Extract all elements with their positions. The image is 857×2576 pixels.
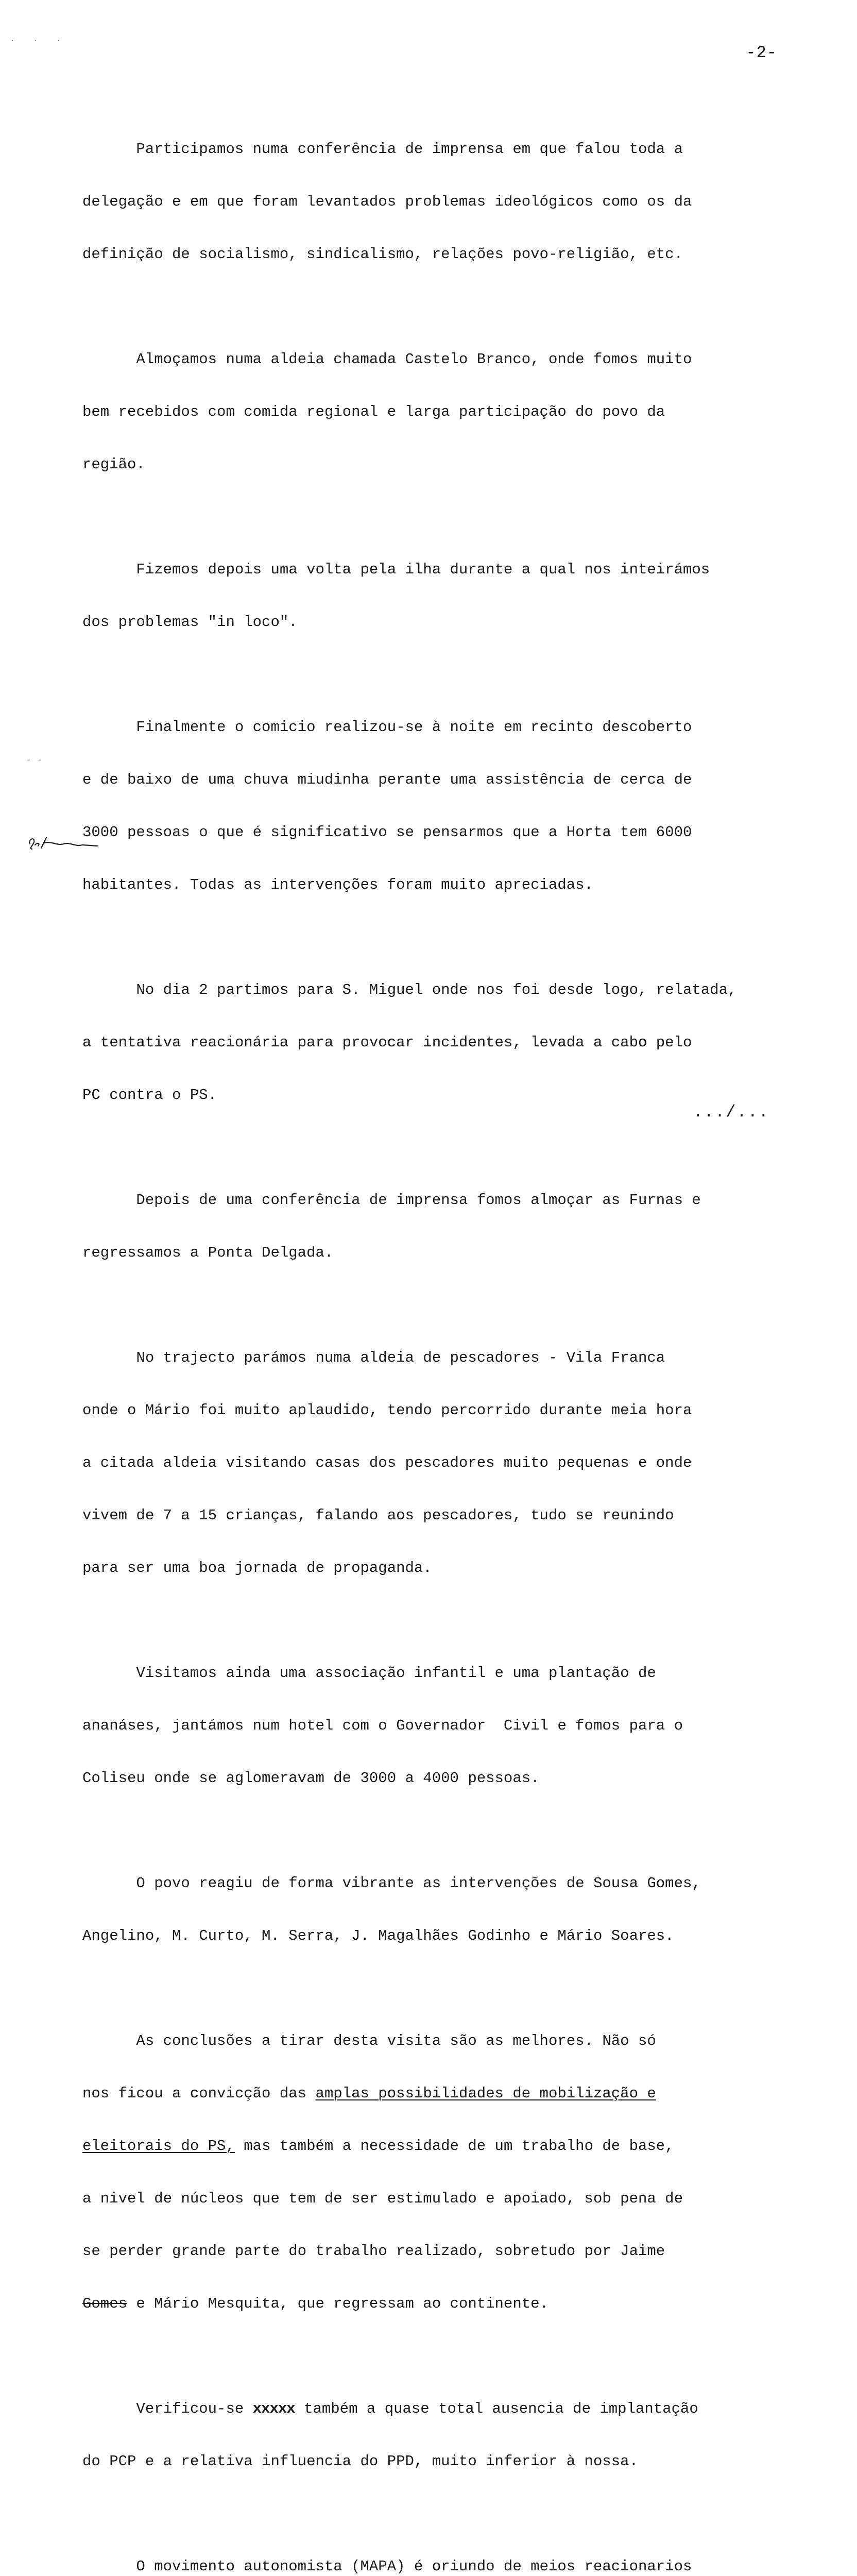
- text-line: O movimento autonomista (MAPA) é oriundo de meios reacionarios: [82, 2558, 692, 2575]
- text-line: definição de socialismo, sindicalismo, relações povo-religião, etc.: [82, 246, 683, 263]
- paragraph-movimento: [82, 2523, 845, 2576]
- text-line: regressamos a Ponta Delgada.: [82, 1244, 334, 1261]
- text-fragment: nos ficou a convicção das: [82, 2085, 316, 2102]
- text-line: Depois de uma conferência de imprensa fomos almoçar as Furnas e: [82, 1192, 701, 1209]
- text-line: [82, 2400, 845, 2418]
- text-line: ananáses, jantámos num hotel com o Governador Civil e fomos para o: [82, 1717, 683, 1734]
- paragraph: [82, 316, 845, 509]
- handwritten-initials: [26, 833, 103, 853]
- text-line: delegação e em que foram levantados problemas ideológicos como os da: [82, 193, 692, 210]
- text-fragment: mas também a necessidade de um trabalho de base,: [234, 2138, 674, 2155]
- text-line: PC contra o PS.: [82, 1087, 217, 1104]
- margin-mark: - -: [26, 755, 43, 766]
- underlined-text: amplas possibilidades de mobilização e: [315, 2085, 656, 2102]
- text-line: Coliseu onde se aglomeravam de 3000 a 4000 pessoas.: [82, 1770, 540, 1787]
- paragraph: [82, 106, 845, 298]
- paragraph: [82, 1157, 845, 1297]
- text-line: onde o Mário foi muito aplaudido, tendo percorrido durante meia hora: [82, 1402, 692, 1419]
- text-line: 3000 pessoas o que é significativo se pensarmos que a Horta tem 6000: [82, 824, 692, 841]
- text-fragment: e Mário Mesquita, que regressam ao continente.: [127, 2295, 549, 2312]
- text-line: [82, 2085, 845, 2103]
- text-line: [82, 2138, 845, 2155]
- text-line: Finalmente o comicio realizou-se à noite em recinto descoberto: [82, 719, 692, 736]
- text-line: As conclusões a tirar desta visita são as melhores. Não só: [82, 2032, 656, 2049]
- text-line: do PCP e a relativa influencia do PPD, muito inferior à nossa.: [82, 2453, 638, 2470]
- text-line: No dia 2 partimos para S. Miguel onde nos foi desde logo, relatada,: [82, 981, 737, 998]
- document-body: [82, 106, 845, 2576]
- paragraph-conclusions: [82, 1997, 845, 2348]
- text-line: Angelino, M. Curto, M. Serra, J. Magalhães Godinho e Mário Soares.: [82, 1927, 674, 1944]
- text-line: No trajecto parámos numa aldeia de pescadores - Vila Franca: [82, 1349, 665, 1366]
- struck-text: Gomes: [82, 2295, 128, 2312]
- page-number: -2-: [746, 43, 777, 62]
- text-line: a citada aldeia visitando casas dos pescadores muito pequenas e onde: [82, 1454, 692, 1471]
- typed-over-text: xxxxx: [252, 2400, 295, 2417]
- text-line: [82, 2295, 845, 2313]
- text-line: Almoçamos numa aldeia chamada Castelo Branco, onde fomos muito: [82, 351, 692, 368]
- text-line: a tentativa reacionária para provocar incidentes, levada a cabo pelo: [82, 1034, 692, 1051]
- text-line: Fizemos depois uma volta pela ilha durante a qual nos inteirámos: [82, 561, 710, 578]
- paragraph: [82, 526, 845, 666]
- paragraph-verificou: [82, 2365, 845, 2505]
- underlined-text: eleitorais do PS,: [82, 2138, 235, 2155]
- paragraph: [82, 684, 845, 929]
- text-line: O povo reagiu de forma vibrante as intervenções de Sousa Gomes,: [82, 1875, 701, 1892]
- text-line: habitantes. Todas as intervenções foram muito apreciadas.: [82, 876, 593, 893]
- text-line: dos problemas "in loco".: [82, 614, 298, 631]
- scan-speck-marks: · · ·: [10, 37, 68, 45]
- text-line: a nivel de núcleos que tem de ser estimulado e apoiado, sob pena de: [82, 2190, 683, 2207]
- text-line: vivem de 7 a 15 crianças, falando aos pescadores, tudo se reunindo: [82, 1507, 674, 1524]
- text-line: para ser uma boa jornada de propaganda.: [82, 1560, 432, 1577]
- text-line: e de baixo de uma chuva miudinha perante uma assistência de cerca de: [82, 771, 692, 788]
- paragraph: [82, 1314, 845, 1612]
- text-line: se perder grande parte do trabalho realizado, sobretudo por Jaime: [82, 2243, 665, 2260]
- text-line: região.: [82, 456, 145, 473]
- text-line: Visitamos ainda uma associação infantil e uma plantação de: [82, 1665, 656, 1682]
- text-fragment: também a quase total ausencia de implantação: [295, 2400, 698, 2417]
- text-fragment: Verificou-se: [82, 2400, 253, 2417]
- text-line: Participamos numa conferência de imprensa em que falou toda a: [82, 141, 683, 158]
- continuation-marker: .../...: [693, 1103, 769, 1122]
- paragraph: [82, 1840, 845, 1980]
- text-line: bem recebidos com comida regional e larga participação do povo da: [82, 403, 665, 420]
- paragraph: [82, 1630, 845, 1822]
